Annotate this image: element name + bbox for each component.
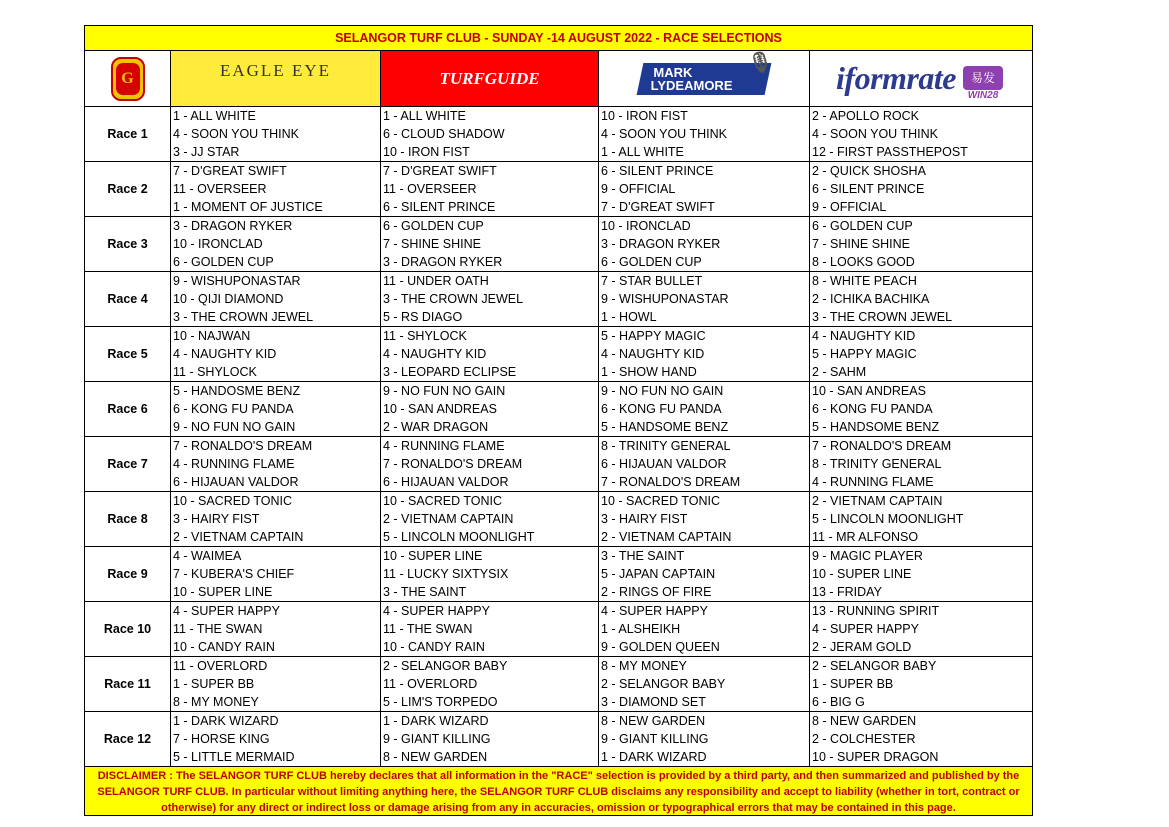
selection-entry: 7 - D'GREAT SWIFT xyxy=(601,200,715,214)
selection-entry: 2 - RINGS OF FIRE xyxy=(601,585,712,599)
selection-entry: 5 - HAPPY MAGIC xyxy=(812,347,917,361)
disclaimer-text: DISCLAIMER : The SELANGOR TURF CLUB hereby declares that all information in the "RACE" selection is provided by a third party, and then summarized and published by the SELANGOR TURF CLUB. In particular without limiting anything here, the SELANGOR TURF CLUB disclaims any responsibility and accept to liability (whether in tort, contract or otherwise) for any direct or indirect loss or damage arising from any in accuracies, omission or typographical errors that may be contained in this page. xyxy=(85,767,1032,815)
race-label: Race 7 xyxy=(85,437,171,491)
selection-entry: 10 - CANDY RAIN xyxy=(173,640,275,654)
selection-entry: 5 - LINCOLN MOONLIGHT xyxy=(812,512,964,526)
mark-selections xyxy=(599,437,810,491)
race-label: Race 1 xyxy=(85,107,171,161)
mark-selections xyxy=(599,712,810,766)
turfguide-selections xyxy=(381,437,599,491)
selection-entry: 5 - LIM'S TORPEDO xyxy=(383,695,498,709)
selection-entry: 1 - HOWL xyxy=(601,310,657,324)
selection-entry: 4 - SOON YOU THINK xyxy=(601,127,727,141)
selection-entry: 11 - UNDER OATH xyxy=(383,274,489,288)
selection-entry: 8 - MY MONEY xyxy=(601,659,687,673)
race-row xyxy=(85,162,1032,217)
turfguide-selections xyxy=(381,327,599,381)
selection-entry: 7 - SHINE SHINE xyxy=(812,237,910,251)
selection-entry: 1 - MOMENT OF JUSTICE xyxy=(173,200,323,214)
selection-entry: 2 - VIETNAM CAPTAIN xyxy=(812,494,943,508)
selection-entry: 1 - SHOW HAND xyxy=(601,365,697,379)
selection-entry: 6 - HIJAUAN VALDOR xyxy=(173,475,299,489)
race-row xyxy=(85,272,1032,327)
selection-entry: 10 - SAN ANDREAS xyxy=(383,402,497,416)
selection-entry: 1 - ALL WHITE xyxy=(173,109,256,123)
selection-entry: 6 - SILENT PRINCE xyxy=(812,182,925,196)
iformrate-selections xyxy=(810,657,1032,711)
selection-entry: 7 - HORSE KING xyxy=(173,732,270,746)
selection-entry: 4 - SUPER HAPPY xyxy=(812,622,919,636)
selection-entry: 9 - OFFICIAL xyxy=(812,200,887,214)
selection-entry: 6 - SILENT PRINCE xyxy=(383,200,496,214)
eagle-selections xyxy=(171,492,381,546)
iformrate-selections xyxy=(810,327,1032,381)
selection-entry: 4 - NAUGHTY KID xyxy=(173,347,277,361)
iformrate-logo xyxy=(810,51,1032,106)
selection-entry: 2 - SELANGOR BABY xyxy=(812,659,937,673)
selection-entry: 7 - RONALDO'S DREAM xyxy=(173,439,313,453)
selection-entry: 7 - RONALDO'S DREAM xyxy=(383,457,523,471)
selection-entry: 6 - KONG FU PANDA xyxy=(601,402,722,416)
race-selections-sheet xyxy=(84,25,1033,816)
selection-entry: 11 - THE SWAN xyxy=(383,622,473,636)
selection-entry: 8 - MY MONEY xyxy=(173,695,259,709)
selection-entry: 11 - SHYLOCK xyxy=(383,329,467,343)
race-row xyxy=(85,327,1032,382)
selection-entry: 13 - FRIDAY xyxy=(812,585,882,599)
selection-entry: 1 - DARK WIZARD xyxy=(383,714,489,728)
selection-entry: 10 - SACRED TONIC xyxy=(383,494,503,508)
selection-entry: 10 - IRON FIST xyxy=(601,109,688,123)
selection-entry: 4 - RUNNING FLAME xyxy=(383,439,505,453)
turfguide-selections xyxy=(381,272,599,326)
selection-entry: 3 - DIAMOND SET xyxy=(601,695,706,709)
mark-selections xyxy=(599,602,810,656)
selection-entry: 1 - ALSHEIKH xyxy=(601,622,681,636)
iformrate-selections xyxy=(810,107,1032,161)
selection-entry: 11 - THE SWAN xyxy=(173,622,263,636)
selection-entry: 2 - SELANGOR BABY xyxy=(601,677,726,691)
club-logo-cell xyxy=(85,51,171,106)
selection-entry: 11 - LUCKY SIXTYSIX xyxy=(383,567,509,581)
turfguide-selections xyxy=(381,492,599,546)
selection-entry: 2 - WAR DRAGON xyxy=(383,420,489,434)
selection-entry: 9 - OFFICIAL xyxy=(601,182,676,196)
race-row xyxy=(85,217,1032,272)
selection-entry: 10 - SACRED TONIC xyxy=(601,494,721,508)
iformrate-selections xyxy=(810,217,1032,271)
selection-entry: 4 - NAUGHTY KID xyxy=(383,347,487,361)
selection-entry: 7 - D'GREAT SWIFT xyxy=(173,164,287,178)
selection-entry: 10 - SUPER DRAGON xyxy=(812,750,939,764)
selection-entry: 1 - SUPER BB xyxy=(812,677,894,691)
selection-entry: 6 - CLOUD SHADOW xyxy=(383,127,505,141)
iformrate-logo-text: iformrate xyxy=(836,60,956,96)
selection-entry: 11 - OVERSEER xyxy=(173,182,267,196)
selection-entry: 8 - NEW GARDEN xyxy=(383,750,488,764)
race-row xyxy=(85,107,1032,162)
selection-entry: 6 - GOLDEN CUP xyxy=(383,219,484,233)
selection-entry: 4 - NAUGHTY KID xyxy=(812,329,916,343)
mark-selections xyxy=(599,327,810,381)
selection-entry: 3 - THE SAINT xyxy=(383,585,467,599)
selection-entry: 7 - D'GREAT SWIFT xyxy=(383,164,497,178)
race-label: Race 10 xyxy=(85,602,171,656)
win28-text: WIN28 xyxy=(967,89,999,101)
selection-entry: 5 - JAPAN CAPTAIN xyxy=(601,567,716,581)
selection-entry: 5 - LITTLE MERMAID xyxy=(173,750,295,764)
turfguide-selections xyxy=(381,217,599,271)
iformrate-selections xyxy=(810,162,1032,216)
selection-entry: 4 - SUPER HAPPY xyxy=(173,604,280,618)
selection-entry: 3 - HAIRY FIST xyxy=(173,512,260,526)
selection-entry: 2 - VIETNAM CAPTAIN xyxy=(383,512,514,526)
selection-entry: 4 - SOON YOU THINK xyxy=(173,127,299,141)
race-row xyxy=(85,437,1032,492)
selection-entry: 2 - VIETNAM CAPTAIN xyxy=(173,530,304,544)
eagle-selections xyxy=(171,272,381,326)
selection-entry: 5 - HANDSOME BENZ xyxy=(601,420,729,434)
selection-entry: 10 - SUPER LINE xyxy=(812,567,912,581)
mark-selections xyxy=(599,217,810,271)
win28-badge xyxy=(960,57,1006,101)
race-row xyxy=(85,712,1032,767)
selection-entry: 11 - OVERSEER xyxy=(383,182,477,196)
turfguide-logo xyxy=(381,51,599,106)
selection-entry: 4 - SOON YOU THINK xyxy=(812,127,938,141)
mark-lydeamore-line-1: MARK xyxy=(653,64,693,80)
selection-entry: 3 - THE CROWN JEWEL xyxy=(812,310,953,324)
turfguide-selections xyxy=(381,657,599,711)
selection-entry: 4 - WAIMEA xyxy=(173,549,242,563)
selection-entry: 3 - DRAGON RYKER xyxy=(173,219,293,233)
selection-entry: 9 - WISHUPONASTAR xyxy=(601,292,729,306)
selection-entry: 2 - JERAM GOLD xyxy=(812,640,912,654)
turfguide-selections xyxy=(381,547,599,601)
selection-entry: 6 - HIJAUAN VALDOR xyxy=(601,457,727,471)
selection-entry: 10 - QIJI DIAMOND xyxy=(173,292,284,306)
selection-entry: 5 - HANDSOME BENZ xyxy=(812,420,940,434)
selection-entry: 6 - KONG FU PANDA xyxy=(173,402,294,416)
selection-entry: 1 - ALL WHITE xyxy=(601,145,684,159)
race-label: Race 5 xyxy=(85,327,171,381)
turfguide-selections xyxy=(381,712,599,766)
race-row xyxy=(85,547,1032,602)
mark-selections xyxy=(599,272,810,326)
eagle-selections xyxy=(171,107,381,161)
selection-entry: 7 - STAR BULLET xyxy=(601,274,703,288)
sheet-title: SELANGOR TURF CLUB - SUNDAY -14 AUGUST 2022 - RACE SELECTIONS xyxy=(85,26,1032,51)
turfguide-logo-text: TURFGUIDE xyxy=(439,68,540,88)
selection-entry: 9 - NO FUN NO GAIN xyxy=(173,420,296,434)
selection-entry: 2 - COLCHESTER xyxy=(812,732,916,746)
selection-entry: 7 - SHINE SHINE xyxy=(383,237,481,251)
selection-entry: 10 - IRONCLAD xyxy=(601,219,691,233)
selection-entry: 3 - HAIRY FIST xyxy=(601,512,688,526)
race-rows xyxy=(85,107,1032,767)
selection-entry: 6 - SILENT PRINCE xyxy=(601,164,714,178)
selection-entry: 8 - NEW GARDEN xyxy=(601,714,706,728)
selection-entry: 10 - CANDY RAIN xyxy=(383,640,485,654)
eagle-selections xyxy=(171,712,381,766)
selection-entry: 1 - DARK WIZARD xyxy=(173,714,279,728)
selection-entry: 7 - RONALDO'S DREAM xyxy=(601,475,741,489)
selection-entry: 8 - WHITE PEACH xyxy=(812,274,917,288)
turfguide-selections xyxy=(381,107,599,161)
selection-entry: 5 - RS DIAGO xyxy=(383,310,463,324)
iformrate-selections xyxy=(810,272,1032,326)
selection-entry: 9 - GIANT KILLING xyxy=(601,732,709,746)
mark-selections xyxy=(599,107,810,161)
selection-entry: 9 - GIANT KILLING xyxy=(383,732,491,746)
iformrate-selections xyxy=(810,437,1032,491)
selection-entry: 6 - GOLDEN CUP xyxy=(812,219,913,233)
selection-entry: 10 - SACRED TONIC xyxy=(173,494,293,508)
selection-entry: 4 - SUPER HAPPY xyxy=(383,604,490,618)
selection-entry: 2 - VIETNAM CAPTAIN xyxy=(601,530,732,544)
iformrate-selections xyxy=(810,492,1032,546)
mark-selections xyxy=(599,657,810,711)
selection-entry: 9 - MAGIC PLAYER xyxy=(812,549,923,563)
selection-entry: 3 - THE CROWN JEWEL xyxy=(173,310,314,324)
selection-entry: 9 - WISHUPONASTAR xyxy=(173,274,301,288)
selection-entry: 1 - SUPER BB xyxy=(173,677,255,691)
eagle-eye-logo xyxy=(171,51,381,106)
race-label: Race 4 xyxy=(85,272,171,326)
race-label: Race 8 xyxy=(85,492,171,546)
selection-entry: 3 - JJ STAR xyxy=(173,145,240,159)
eagle-selections xyxy=(171,602,381,656)
iformrate-selections xyxy=(810,602,1032,656)
race-label: Race 2 xyxy=(85,162,171,216)
selection-entry: 11 - OVERLORD xyxy=(383,677,478,691)
mark-lydeamore-logo xyxy=(599,51,810,106)
horse-icon: 易发 xyxy=(963,66,1003,90)
eagle-selections xyxy=(171,217,381,271)
selection-entry: 5 - HANDOSME BENZ xyxy=(173,384,301,398)
selection-entry: 3 - DRAGON RYKER xyxy=(601,237,721,251)
selection-entry: 2 - ICHIKA BACHIKA xyxy=(812,292,930,306)
selection-entry: 6 - HIJAUAN VALDOR xyxy=(383,475,509,489)
selection-entry: 6 - KONG FU PANDA xyxy=(812,402,933,416)
eagle-selections xyxy=(171,382,381,436)
race-label: Race 3 xyxy=(85,217,171,271)
selection-entry: 9 - GOLDEN QUEEN xyxy=(601,640,720,654)
race-row xyxy=(85,382,1032,437)
race-label: Race 11 xyxy=(85,657,171,711)
race-row xyxy=(85,602,1032,657)
selection-entry: 4 - RUNNING FLAME xyxy=(173,457,295,471)
race-label: Race 6 xyxy=(85,382,171,436)
mark-lydeamore-line-2: LYDEAMORE xyxy=(650,77,733,93)
iformrate-selections xyxy=(810,712,1032,766)
selection-entry: 13 - RUNNING SPIRIT xyxy=(812,604,940,618)
selection-entry: 6 - GOLDEN CUP xyxy=(601,255,702,269)
selection-entry: 5 - LINCOLN MOONLIGHT xyxy=(383,530,535,544)
selection-entry: 11 - SHYLOCK xyxy=(173,365,257,379)
eagle-selections xyxy=(171,547,381,601)
selection-entry: 10 - SAN ANDREAS xyxy=(812,384,926,398)
eagle-selections xyxy=(171,437,381,491)
selection-entry: 2 - QUICK SHOSHA xyxy=(812,164,926,178)
selection-entry: 7 - RONALDO'S DREAM xyxy=(812,439,952,453)
selection-entry: 4 - RUNNING FLAME xyxy=(812,475,934,489)
club-logo-glyph: G xyxy=(116,63,140,95)
turfguide-selections xyxy=(381,602,599,656)
selection-entry: 10 - SUPER LINE xyxy=(383,549,483,563)
iformrate-selections xyxy=(810,547,1032,601)
selangor-turf-club-logo xyxy=(111,57,145,101)
mark-selections xyxy=(599,492,810,546)
selection-entry: 10 - IRONCLAD xyxy=(173,237,263,251)
selection-entry: 3 - LEOPARD ECLIPSE xyxy=(383,365,517,379)
microphone-icon: 🎙 xyxy=(747,51,773,74)
mark-selections xyxy=(599,547,810,601)
selection-entry: 12 - FIRST PASSTHEPOST xyxy=(812,145,968,159)
selection-entry: 3 - THE SAINT xyxy=(601,549,685,563)
race-label: Race 9 xyxy=(85,547,171,601)
eagle-selections xyxy=(171,657,381,711)
selection-entry: 3 - DRAGON RYKER xyxy=(383,255,503,269)
mark-lydeamore-banner xyxy=(637,51,773,95)
selection-entry: 7 - KUBERA'S CHIEF xyxy=(173,567,295,581)
mark-selections xyxy=(599,162,810,216)
selection-entry: 8 - LOOKS GOOD xyxy=(812,255,915,269)
selection-entry: 11 - MR ALFONSO xyxy=(812,530,919,544)
selection-entry: 4 - NAUGHTY KID xyxy=(601,347,705,361)
selection-entry: 4 - SUPER HAPPY xyxy=(601,604,708,618)
selection-entry: 9 - NO FUN NO GAIN xyxy=(601,384,724,398)
selection-entry: 8 - TRINITY GENERAL xyxy=(812,457,942,471)
selection-entry: 1 - ALL WHITE xyxy=(383,109,466,123)
eagle-selections xyxy=(171,327,381,381)
selection-entry: 9 - NO FUN NO GAIN xyxy=(383,384,506,398)
selection-entry: 10 - SUPER LINE xyxy=(173,585,273,599)
turfguide-selections xyxy=(381,382,599,436)
selection-entry: 6 - BIG G xyxy=(812,695,865,709)
selection-entry: 2 - APOLLO ROCK xyxy=(812,109,919,123)
selection-entry: 5 - HAPPY MAGIC xyxy=(601,329,706,343)
eagle-selections xyxy=(171,162,381,216)
selection-entry: 10 - IRON FIST xyxy=(383,145,470,159)
turfguide-selections xyxy=(381,162,599,216)
mark-selections xyxy=(599,382,810,436)
iformrate-selections xyxy=(810,382,1032,436)
selection-entry: 10 - NAJWAN xyxy=(173,329,251,343)
race-row xyxy=(85,492,1032,547)
selection-entry: 3 - THE CROWN JEWEL xyxy=(383,292,524,306)
eagle-eye-logo-text: EAGLE EYE xyxy=(219,60,331,80)
selection-entry: 2 - SAHM xyxy=(812,365,867,379)
race-label: Race 12 xyxy=(85,712,171,766)
race-row xyxy=(85,657,1032,712)
selection-entry: 8 - NEW GARDEN xyxy=(812,714,917,728)
tipster-logo-row xyxy=(85,51,1032,107)
selection-entry: 6 - GOLDEN CUP xyxy=(173,255,274,269)
selection-entry: 1 - DARK WIZARD xyxy=(601,750,707,764)
selection-entry: 8 - TRINITY GENERAL xyxy=(601,439,731,453)
selection-entry: 2 - SELANGOR BABY xyxy=(383,659,508,673)
selection-entry: 11 - OVERLORD xyxy=(173,659,268,673)
